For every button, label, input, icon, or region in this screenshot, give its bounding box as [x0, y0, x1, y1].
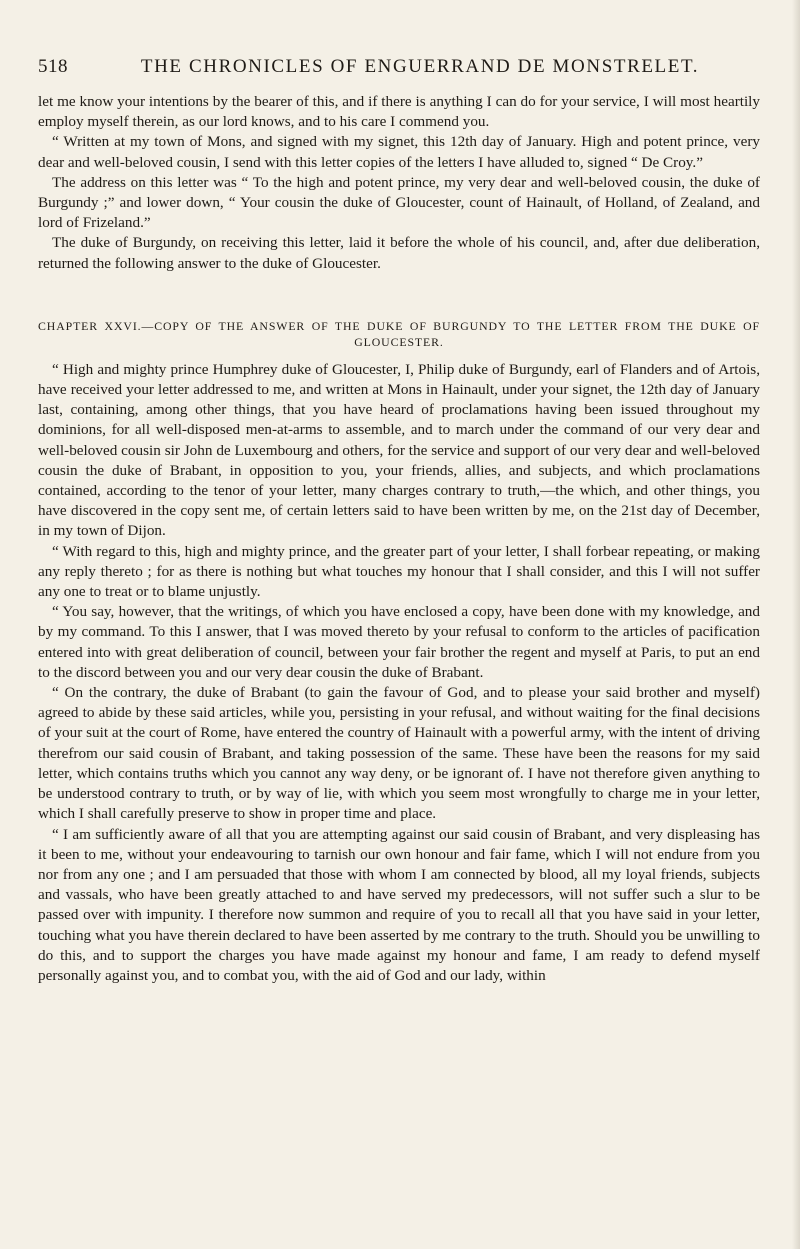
paragraph: “ High and mighty prince Humphrey duke of Gloucester, I, Philip duke of Burgundy, earl of Flanders and of Artois, have received your letter addressed to me, and written at Mons in Hainault, under your signet, the 12th day of January last, containing, among other things, that you have heard of proclamations having been issued throughout my dominions, for all well-disposed men-at-arms to assemble, and to march under the command of our very dear and well-beloved cousin sir John de Luxembourg and others, for the service and support of our very dear and well-beloved cousin the duke of Brabant, in opposition to you, your friends, allies, and subjects, and which proclamations contained, according to the tenor of your letter, many charges contrary to truth,—the which, and other things, you have discovered in the copy sent me, of certain letters said to have been written by me, on the 21st day of December, in my town of Dijon. — [38, 360, 760, 540]
running-title: THE CHRONICLES OF ENGUERRAND DE MONSTRELET. — [140, 56, 700, 77]
paragraph: The duke of Burgundy, on receiving this letter, laid it before the whole of his council, and, after due deliberation, returned the following answer to the duke of Gloucester. — [38, 234, 760, 272]
paragraph: let me know your intentions by the bearer of this, and if there is anything I can do for your service, I will most heartily employ myself therein, as our lord knows, and to his care I commend you. — [38, 93, 760, 131]
page-header — [38, 50, 760, 84]
page-number: 518 — [38, 56, 68, 77]
page-edge-shadow — [792, 0, 800, 1249]
paragraph: The address on this letter was “ To the high and potent prince, my very dear and well-beloved cousin, the duke of Burgundy ;” and lower down, “ Your cousin the duke of Gloucester, count of Hainault, of Holland, of Zealand, and lord of Frizeland.” — [38, 173, 760, 232]
paragraph: “ Written at my town of Mons, and signed with my signet, this 12th day of January. High and potent prince, very dear and well-beloved cousin, I send with this letter copies of the letters I have alluded to, signed “ De Croy.” — [38, 133, 760, 171]
paragraph: “ With regard to this, high and mighty prince, and the greater part of your letter, I shall forbear repeating, or making any reply thereto ; for as there is nothing but what touches my honour that I shall consider, and this I will not suffer any one to treat or to blame unjustly. — [38, 542, 760, 601]
page-body — [38, 92, 760, 986]
paragraph: “ I am sufficiently aware of all that you are attempting against our said cousin of Brabant, and very displeasing has it been to me, without your endeavouring to tarnish our own honour and fair fame, which I will not endure from you nor from any one ; and I am persuaded that those with whom I am connected by blood, all my loyal friends, subjects and vassals, who have been greatly attached to and have served my predecessors, will not suffer such a slur to be passed over with impunity. I therefore now summon and require of you to recall all that you have said in your letter, touching what you have therein declared to have been asserted by me contrary to the truth. Should you be unwilling to do this, and to support the charges you have made against my honour and fame, I am ready to defend myself personally against you, and to combat you, with the aid of God and our lady, within — [38, 825, 760, 984]
chapter-heading: CHAPTER XXVI.—COPY OF THE ANSWER OF THE DUKE OF BURGUNDY TO THE LETTER FROM THE DUKE OF GLOUCESTER. — [38, 318, 760, 349]
paragraph: “ On the contrary, the duke of Brabant (to gain the favour of God, and to please your said brother and myself) agreed to abide by these said articles, while you, persisting in your refusal, and without waiting for the final decisions of your suit at the court of Rome, have entered the country of Hainault with a powerful army, with the intent of driving therefrom our said cousin of Brabant, and taking possession of the same. These have been the reasons for my said letter, which contains truths which you cannot any way deny, or be ignorant of. I have not therefore given anything to be understood contrary to truth, or by way of lie, with which you seem most wrongfully to charge me in your letter, which I shall carefully preserve to show in proper time and place. — [38, 684, 760, 823]
book-page — [38, 50, 760, 986]
paragraph: “ You say, however, that the writings, of which you have enclosed a copy, have been done with my knowledge, and by my command. To this I answer, that I was moved thereto by your refusal to conform to the articles of pacification entered into with great deliberation of council, between your fair brother the regent and myself at Paris, to put an end to the discord between you and our very dear cousin the duke of Brabant. — [38, 603, 760, 681]
